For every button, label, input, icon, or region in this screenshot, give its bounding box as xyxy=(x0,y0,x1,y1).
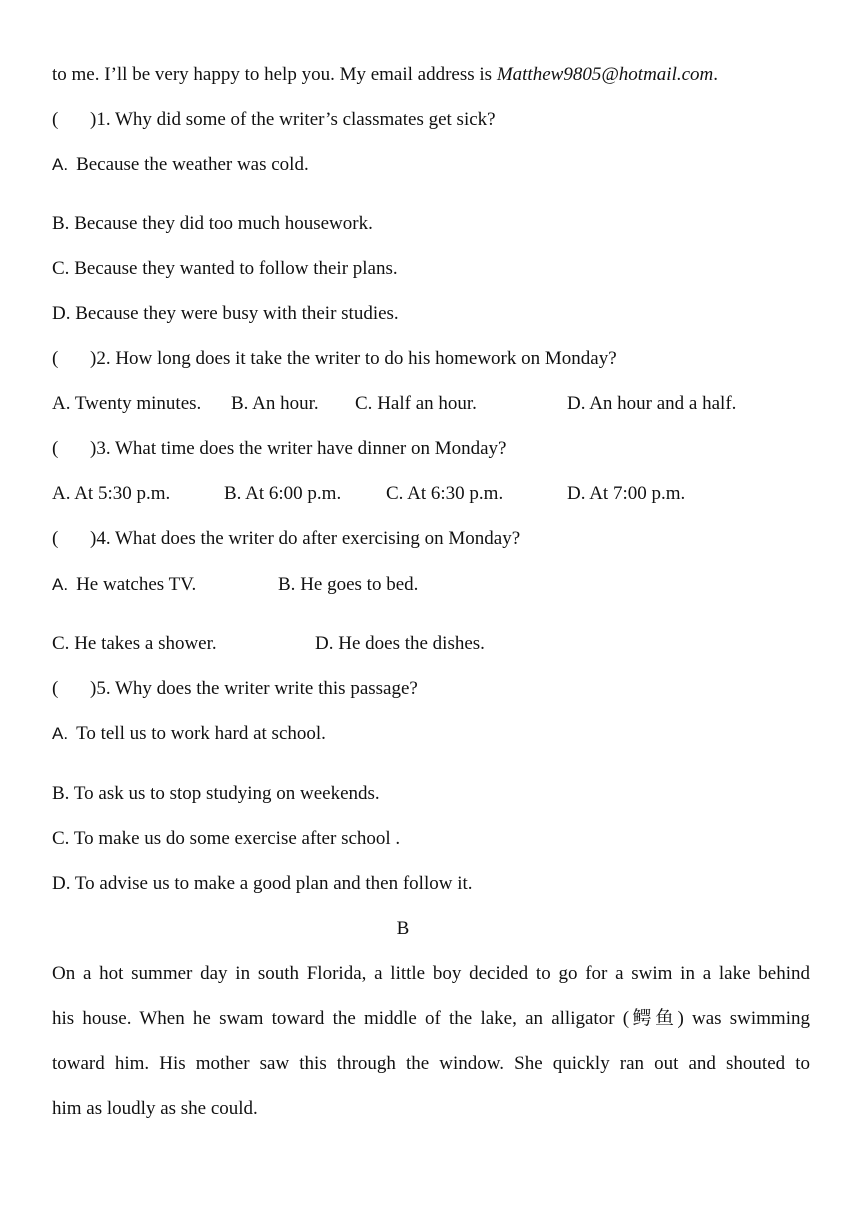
option-5c[interactable]: C. To make us do some exercise after school . xyxy=(52,828,401,849)
question-2: ( )2. How long does it take the writer to do his homework on Monday? xyxy=(52,348,617,369)
answer-blank[interactable]: ( xyxy=(52,348,59,369)
question-3: ( )3. What time does the writer have dinner on Monday? xyxy=(52,438,507,459)
passage-line: him as loudly as she could. xyxy=(52,1098,258,1119)
answer-blank[interactable]: ( xyxy=(52,528,59,549)
answer-blank[interactable]: ( xyxy=(52,678,59,699)
option-1a[interactable]: A. Because the weather was cold. xyxy=(52,154,309,175)
option-2d[interactable]: D. An hour and a half. xyxy=(567,393,737,414)
option-4b[interactable]: B. He goes to bed. xyxy=(278,574,419,595)
option-5a[interactable]: A. To tell us to work hard at school. xyxy=(52,723,326,744)
passage-line: his house. When he swam toward the middle of the lake, an alligator (鳄鱼) was swimming xyxy=(52,1008,810,1029)
answer-blank[interactable]: ( xyxy=(52,109,59,130)
intro-end: . xyxy=(713,64,719,85)
option-3d[interactable]: D. At 7:00 p.m. xyxy=(567,483,686,504)
question-text: 1. Why did some of the writer’s classmates get sick? xyxy=(96,109,496,130)
section-heading: B xyxy=(396,918,410,939)
question-1: ( )1. Why did some of the writer’s classmates get sick? xyxy=(52,109,496,130)
option-4a[interactable]: A. He watches TV. xyxy=(52,574,197,595)
question-text: 3. What time does the writer have dinner on Monday? xyxy=(96,438,507,459)
option-3c[interactable]: C. At 6:30 p.m. xyxy=(386,483,504,504)
option-5b[interactable]: B. To ask us to stop studying on weekends. xyxy=(52,783,380,804)
passage-line: On a hot summer day in south Florida, a little boy decided to go for a swim in a lake behind xyxy=(52,963,810,984)
option-4c[interactable]: C. He takes a shower. xyxy=(52,633,217,654)
option-5d[interactable]: D. To advise us to make a good plan and then follow it. xyxy=(52,873,473,894)
intro-text: to me. I’ll be very happy to help you. My email address is xyxy=(52,64,497,85)
option-3b[interactable]: B. At 6:00 p.m. xyxy=(224,483,342,504)
option-2a[interactable]: A. Twenty minutes. xyxy=(52,393,202,414)
intro-line xyxy=(52,63,718,87)
passage-line: toward him. His mother saw this through the window. She quickly ran out and shouted to xyxy=(52,1053,810,1074)
question-4: ( )4. What does the writer do after exercising on Monday? xyxy=(52,528,521,549)
question-text: 4. What does the writer do after exercising on Monday? xyxy=(96,528,521,549)
option-1c[interactable]: C. Because they wanted to follow their plans. xyxy=(52,258,398,279)
option-2b[interactable]: B. An hour. xyxy=(231,393,319,414)
question-text: 5. Why does the writer write this passage? xyxy=(96,678,418,699)
email-address: Matthew9805@hotmail.com xyxy=(496,64,714,85)
question-text: 2. How long does it take the writer to do his homework on Monday? xyxy=(96,348,617,369)
option-2c[interactable]: C. Half an hour. xyxy=(355,393,477,414)
option-1d[interactable]: D. Because they were busy with their studies. xyxy=(52,303,399,324)
option-3a[interactable]: A. At 5:30 p.m. xyxy=(52,483,171,504)
option-1b[interactable]: B. Because they did too much housework. xyxy=(52,213,373,234)
option-4d[interactable]: D. He does the dishes. xyxy=(315,633,485,654)
question-5: ( )5. Why does the writer write this passage? xyxy=(52,678,418,699)
answer-blank[interactable]: ( xyxy=(52,438,59,459)
